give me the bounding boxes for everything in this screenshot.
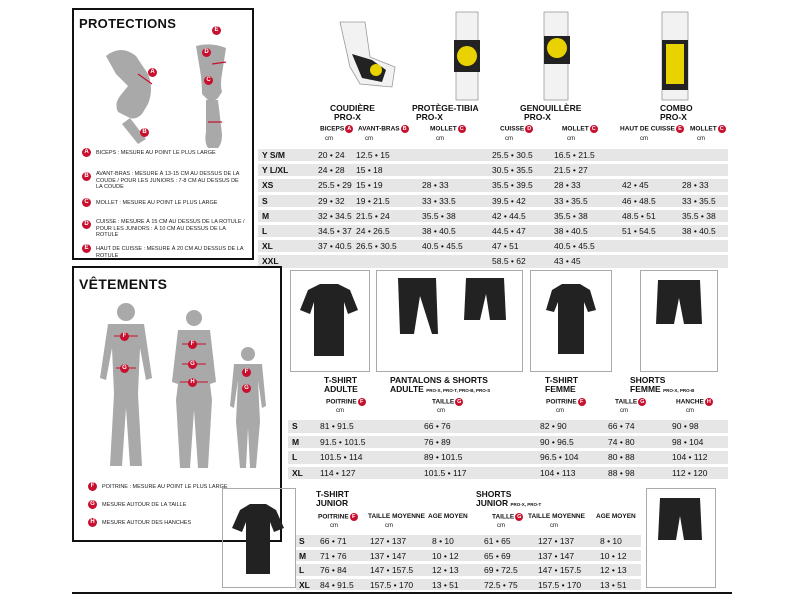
badge-f-child: F [242,368,251,377]
protections-cell: 34.5 • 37 [318,226,352,236]
protections-size-label: XXL [262,256,279,267]
junior-cell: 157.5 • 170 [538,579,582,590]
protections-cell: 35.5 • 38 [554,210,588,221]
col-cuisse [500,125,533,133]
pants-name: PANTALONS & SHORTS [390,375,488,385]
protections-cell: 20 • 24 [318,150,345,160]
junior-row-band [296,550,641,562]
protections-cell: 48.5 • 51 [622,210,656,221]
col-avant-bras-badge: B [401,125,409,133]
protections-cell: 19 • 21.5 [356,195,390,206]
protections-cell: 24 • 26.5 [356,226,390,236]
badge-a: A [148,68,157,77]
col-mollet-3-label: MOLLET [690,125,717,133]
protections-cell: 33 • 35.5 [682,195,716,206]
jcol-0-label: POITRINE [318,513,349,521]
badge-f-woman: F [188,340,197,349]
pants-model: ADULTE [390,384,424,394]
vcol-4-unit: cm [686,408,694,414]
protections-size-label: Y L/XL [262,165,289,176]
tshirt-femme-model: FEMME [545,384,576,394]
jcol-poitrine [318,513,358,521]
protections-cell: 25.5 • 29 [318,180,352,191]
pants-suffix: PRO-X, PRO-T, PRO-B, PRO-S [426,388,491,393]
protections-cell: 35.5 • 38 [682,210,716,221]
protections-cell: 35.5 • 39.5 [492,180,533,191]
junior-cell: 8 • 10 [600,536,622,546]
col-mollet-1-badge: C [458,125,466,133]
junior-size-label: L [299,565,305,575]
legend-text-a: BICEPS : MESURE AU POINT LE PLUS LARGE [96,150,216,156]
badge-d: D [202,48,211,57]
col-mollet-2-unit: cm [567,136,575,142]
tshirt-adulte-name: T-SHIRT [324,375,358,385]
col-cuisse-label: CUISSE [500,125,525,133]
jcol-3-unit: cm [497,523,505,529]
combo-model: PRO-X [660,112,687,122]
protections-size-label: XL [262,241,273,252]
protections-size-label: Y S/M [262,150,285,160]
col-avant-bras [358,125,409,133]
col-haut-cuisse-badge: E [676,125,684,133]
col-mollet-1-unit: cm [436,136,444,142]
col-avant-bras-unit: cm [365,136,373,142]
legend-text-f: POITRINE : MESURE AU POINT LE PLUS LARGE [102,484,228,490]
product-name-shorts-junior [476,490,541,509]
junior-cell: 71 • 76 [320,550,347,561]
vetements-cell: 82 • 90 [540,421,567,431]
protections-cell: 38 • 40.5 [554,226,588,236]
protections-cell: 28 • 33 [422,180,449,191]
protections-cell: 42 • 45 [622,180,649,191]
shin-guard-image [440,10,495,105]
protections-size-label: S [262,195,268,206]
junior-cell: 13 • 51 [432,579,459,590]
protections-size-label: M [262,210,270,221]
col-mollet-2-label: MOLLET [562,125,589,133]
junior-cell: 72.5 • 75 [484,579,518,590]
vetements-cell: 81 • 91.5 [320,421,354,431]
vetements-cell: 104 • 113 [540,467,576,478]
col-mollet-3 [690,125,726,133]
junior-cell: 66 • 71 [320,536,347,546]
combo-name: COMBO [660,103,693,113]
protections-cell: 58.5 • 62 [492,256,526,267]
vcol-1-label: TAILLE [432,398,455,406]
coudiere-name: COUDIÈRE [330,103,375,113]
jcol-2-label: AGE MOYEN [428,513,468,520]
vetements-cell: 112 • 120 [672,467,708,478]
protections-cell: 25.5 • 30.5 [492,150,533,160]
product-name-protege-tibia [412,104,479,122]
vetements-title: VÊTEMENTS [79,276,168,292]
protections-cell: 15 • 18 [356,165,383,176]
product-name-tshirt-adulte [324,376,358,394]
vcol-0-badge: F [358,398,366,406]
jcol-taille-moyenne-2 [528,513,585,520]
jcol-taille-moyenne-1 [368,513,425,520]
jcol-4-unit: cm [550,523,558,529]
legend-badge-b: B [82,172,91,181]
tshirt-femme-name: T-SHIRT [545,375,579,385]
protections-cell: 21.5 • 27 [554,165,588,176]
col-cuisse-unit: cm [505,136,513,142]
col-biceps-label: BICEPS [320,125,345,133]
vcol-4-badge: H [705,398,713,406]
col-haut-cuisse-unit: cm [640,136,648,142]
legend-badge-d: D [82,220,91,229]
protections-cell: 42 • 44.5 [492,210,526,221]
vetements-cell: 98 • 104 [672,436,704,447]
shorts-femme-model: FEMME [630,384,661,394]
col-haut-de-cuisse [620,125,684,133]
protections-cell: 28 • 33 [682,180,709,191]
junior-cell: 65 • 69 [484,550,511,561]
product-name-pantalons-shorts [390,376,490,395]
pants-shorts-image [380,274,520,368]
protections-cell: 37 • 40.5 [318,241,352,252]
shorts-femme-image [644,276,714,366]
junior-cell: 61 • 65 [484,536,511,546]
legend-text-c: MOLLET : MESURE AU POINT LE PLUS LARGE [96,200,218,206]
protections-cell: 43 • 45 [554,256,581,267]
tshirt-adulte-image [294,276,364,366]
col-biceps-unit: cm [325,136,333,142]
protections-cell: 21.5 • 24 [356,210,390,221]
badge-g-man: G [120,364,129,373]
vcol-poitrine-femme [546,398,586,406]
vcol-1-badge: G [457,399,462,405]
protections-cell: 40.5 • 45.5 [554,241,595,252]
col-mollet-3-badge: C [718,125,726,133]
protections-cell: 12.5 • 15 [356,150,390,160]
protections-title: PROTECTIONS [79,16,177,31]
vetements-cell: 76 • 89 [424,436,451,447]
protections-cell: 46 • 48.5 [622,195,656,206]
vetements-cell: 80 • 88 [608,452,635,462]
junior-cell: 147 • 157.5 [370,565,414,575]
vcol-3-label: TAILLE [615,398,638,406]
vcol-0-unit: cm [336,408,344,414]
protections-cell: 39.5 • 42 [492,195,526,206]
vetements-cell: 88 • 98 [608,467,635,478]
junior-tshirt-image [226,494,290,584]
protections-cell: 24 • 28 [318,165,345,176]
vetements-cell: 101.5 • 114 [320,452,363,462]
product-name-genouillere [520,104,581,122]
legend-text-b: AVANT-BRAS : MESURE À 13-15 CM AU DESSUS DE LA COUDE / POUR LES JUNIORS : 7-8 CM AU DESSUS DE LA COUDE [96,171,240,190]
jcol-1-unit: cm [385,523,393,529]
junior-shorts-image [650,494,710,584]
junior-size-label: M [299,550,307,561]
product-name-coudiere [330,104,375,122]
protections-cell: 32 • 34.5 [318,210,352,221]
shorts-femme-name: SHORTS [630,375,666,385]
protections-cell: 38 • 40.5 [682,226,716,236]
protections-cell: 35.5 • 38 [422,210,456,221]
body-silhouettes [76,298,282,478]
junior-cell: 10 • 12 [600,550,627,561]
junior-size-label: XL [299,579,310,590]
tshirt-junior-model: JUNIOR [316,498,349,508]
jcol-0-unit: cm [330,523,338,529]
shorts-junior-name: SHORTS [476,489,512,499]
junior-size-label: S [299,536,305,546]
tibia-name: PROTÈGE-TIBIA [412,103,479,113]
legend-badge-c: C [82,198,91,207]
badge-h-woman: H [188,378,197,387]
tshirt-femme-image [536,276,606,366]
badge-g-woman: G [188,360,197,369]
vcol-taille-adulte [432,398,463,406]
badge-e: E [212,26,221,35]
legend-badge-f: F [88,482,97,491]
col-cuisse-badge: D [525,125,533,133]
protections-cell: 15 • 19 [356,180,383,191]
genou-model: PRO-X [524,112,551,122]
col-mollet-2-badge: C [590,125,598,133]
badge-f-man: F [120,332,129,341]
vetements-size-label: L [292,452,298,462]
junior-cell: 13 • 51 [600,579,627,590]
protections-size-label: XS [262,180,274,191]
shorts-femme-suffix: PRO-X, PRO-B [663,388,695,393]
protections-cell: 40.5 • 45.5 [422,241,463,252]
vcol-2-badge: F [578,398,586,406]
vetements-cell: 74 • 80 [608,436,635,447]
protections-cell: 47 • 51 [492,241,519,252]
jcol-5-label: AGE MOYEN [596,513,636,520]
protections-cell: 38 • 40.5 [422,226,456,236]
vcol-hanche-femme [676,398,713,406]
protections-cell: 30.5 • 35.5 [492,165,533,176]
legend-text-g: MESURE AUTOUR DE LA TAILLE [102,502,187,508]
protections-cell: 26.5 • 30.5 [356,241,397,252]
jcol-3-label: TAILLE [492,513,515,521]
junior-cell: 12 • 13 [432,565,459,575]
vcol-3-unit: cm [620,408,628,414]
product-name-shorts-femme [630,376,694,395]
vcol-4-label: HANCHE [676,398,704,406]
junior-cell: 127 • 137 [370,536,407,546]
legend-text-d: CUISSE : MESURE À 15 CM AU DESSUS DE LA ROTULE / POUR LES JUNIORS : À 10 CM AU DESSUS DE LA ROTULE [96,219,245,238]
col-mollet-3-unit: cm [697,136,705,142]
vetements-size-label: S [292,421,298,431]
vetements-cell: 101.5 • 117 [424,467,467,478]
vetements-cell: 104 • 112 [672,452,708,462]
combo-image [650,10,700,105]
vetements-cell: 114 • 127 [320,467,356,478]
jcol-taille [492,513,523,521]
tshirt-junior-name: T-SHIRT [316,489,350,499]
knee-pad-image [530,10,585,105]
protections-cell: 51 • 54.5 [622,226,656,236]
junior-row-band [296,564,641,576]
vetements-cell: 89 • 101.5 [424,452,463,462]
vcol-1-unit: cm [437,408,445,414]
jcol-4-label: TAILLE MOYENNE [528,513,585,520]
bottom-rule [72,592,732,594]
genou-name: GENOUILLÈRE [520,103,582,113]
col-avant-bras-label: AVANT-BRAS [358,125,400,133]
jcol-age-moyen-2 [596,513,636,520]
vetements-cell: 90 • 96.5 [540,436,574,447]
vetements-cell: 66 • 76 [424,421,451,431]
product-name-tshirt-junior [316,490,349,508]
vcol-2-unit: cm [556,408,564,414]
product-name-combo [660,104,693,122]
col-mollet-2 [562,125,598,133]
legend-text-h: MESURE AUTOUR DES HANCHES [102,520,192,526]
junior-cell: 157.5 • 170 [370,579,414,590]
vcol-2-label: POITRINE [546,398,577,406]
badge-b: B [140,128,149,137]
junior-cell: 137 • 147 [370,550,407,561]
vetements-cell: 66 • 74 [608,421,635,431]
junior-cell: 69 • 72.5 [484,565,518,575]
protections-cell: 44.5 • 47 [492,226,526,236]
coudiere-model: PRO-X [334,112,361,122]
junior-cell: 8 • 10 [432,536,454,546]
junior-cell: 12 • 13 [600,565,627,575]
shorts-junior-model: JUNIOR [476,498,509,508]
vetements-row-band [288,420,728,433]
tshirt-adulte-model: ADULTE [324,384,358,394]
vcol-0-label: POITRINE [326,398,357,406]
vetements-size-label: XL [292,467,303,478]
junior-row-band [296,535,641,547]
vetements-size-label: M [292,436,300,447]
vcol-poitrine-adulte [326,398,366,406]
vetements-cell: 96.5 • 104 [540,452,579,462]
jcol-age-moyen-1 [428,513,468,520]
junior-cell: 147 • 157.5 [538,565,582,575]
junior-cell: 10 • 12 [432,550,459,561]
col-mollet-1 [430,125,466,133]
protections-cell: 16.5 • 21.5 [554,150,595,160]
jcol-3-badge: G [517,514,522,520]
protections-panel [72,8,254,260]
protections-cell: 33 • 33.5 [422,195,456,206]
junior-cell: 137 • 147 [538,550,575,561]
junior-cell: 84 • 91.5 [320,579,354,590]
junior-cell: 76 • 84 [320,565,347,575]
vcol-taille-femme [615,398,646,406]
jcol-1-label: TAILLE MOYENNE [368,513,425,520]
protections-size-label: L [262,226,268,236]
col-mollet-1-label: MOLLET [430,125,457,133]
vetements-cell: 91.5 • 101.5 [320,436,366,447]
elbow-pad-image [330,12,400,102]
tibia-model: PRO-X [416,112,443,122]
protections-cell: 29 • 32 [318,195,345,206]
legend-text-e: HAUT DE CUISSE : MESURE À 20 CM AU DESSUS DE LA ROTULE [96,246,244,259]
legend-badge-g: G [88,500,97,509]
vetements-cell: 90 • 98 [672,421,699,431]
vcol-3-badge: G [640,399,645,405]
legend-badge-h: H [88,518,97,527]
col-biceps-badge: A [345,125,353,133]
col-biceps [320,125,353,133]
badge-c: C [204,76,213,85]
badge-g-child: G [242,384,251,393]
shorts-junior-suffix: PRO-X, PRO-T [510,502,542,507]
limb-diagram [76,34,254,154]
jcol-0-badge: F [350,513,358,521]
legend-badge-a: A [82,148,91,157]
junior-cell: 127 • 137 [538,536,575,546]
protections-cell: 28 • 33 [554,180,581,191]
legend-badge-e: E [82,244,91,253]
product-name-tshirt-femme [545,376,578,394]
protections-cell: 33 • 35.5 [554,195,588,206]
col-haut-cuisse-label: HAUT DE CUISSE [620,125,675,133]
